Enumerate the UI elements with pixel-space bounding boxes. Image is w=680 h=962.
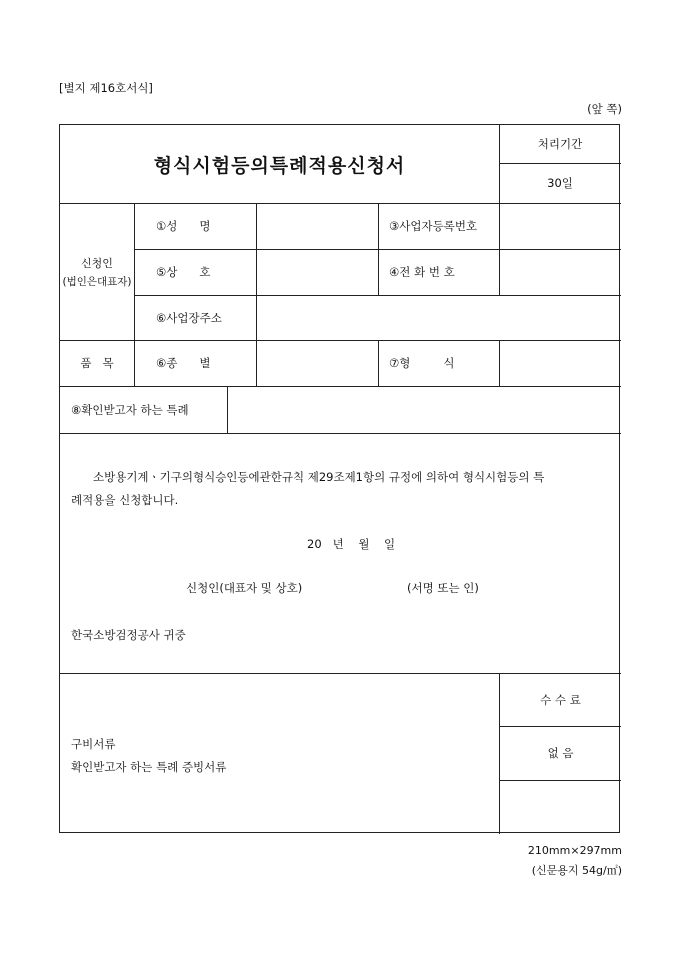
kind-label: ⑥종 별	[156, 356, 211, 370]
company-name-label: ⑤상 호	[156, 265, 211, 279]
model-field[interactable]	[500, 340, 621, 386]
address-label: ⑥사업장주소	[156, 310, 222, 325]
address-field[interactable]	[257, 295, 621, 340]
required-document-item: 확인받고자 하는 특례 증빙서류	[71, 760, 227, 774]
name-field[interactable]	[257, 203, 378, 249]
special-case-field[interactable]	[228, 386, 621, 433]
paper-size: 210mm×297mm	[527, 844, 622, 857]
applicant-label-line1: 신청인	[81, 256, 113, 270]
kind-field[interactable]	[257, 340, 378, 386]
form-title: 형식시험등의특례적용신청서	[153, 154, 406, 177]
fee-value: 없 음	[547, 746, 574, 760]
signature-note: (서명 또는 인)	[407, 581, 479, 595]
signer-label: 신청인(대표자 및 상호)	[186, 581, 303, 595]
body-text-line1: 소방용기계ㆍ기구의형식승인등에관한규칙 제29조제1항의 규정에 의하여 형식시험등의 특	[93, 470, 545, 484]
model-label: ⑦형 식	[389, 356, 455, 370]
required-documents-heading: 구비서류	[71, 737, 116, 751]
recipient: 한국소방검정공사 귀중	[71, 628, 186, 642]
processing-period-value: 30일	[547, 176, 573, 190]
body-text-line2: 례적용을 신청합니다.	[71, 493, 179, 507]
form-number: [별지 제16호서식]	[59, 81, 153, 95]
phone-field[interactable]	[500, 249, 621, 295]
phone-label: ④전 화 번 호	[389, 265, 455, 279]
fee-label: 수 수 료	[540, 692, 581, 707]
special-case-label: ⑧확인받고자 하는 특례	[71, 402, 189, 417]
page-side-label: (앞 쪽)	[587, 102, 622, 116]
business-reg-label: ③사업자등록번호	[389, 219, 478, 233]
company-name-field[interactable]	[257, 249, 378, 295]
applicant-label-line2: (법인은대표자)	[62, 275, 132, 288]
processing-period-label: 처리기간	[537, 137, 583, 151]
name-label: ①성 명	[156, 219, 211, 233]
application-form	[59, 124, 620, 833]
application-date: 20 년 월 일	[307, 537, 396, 551]
paper-type: (신문용지 54g/㎡)	[531, 864, 622, 877]
business-reg-field[interactable]	[500, 203, 621, 249]
item-label: 품 목	[80, 356, 114, 370]
applicant-label	[60, 203, 134, 340]
